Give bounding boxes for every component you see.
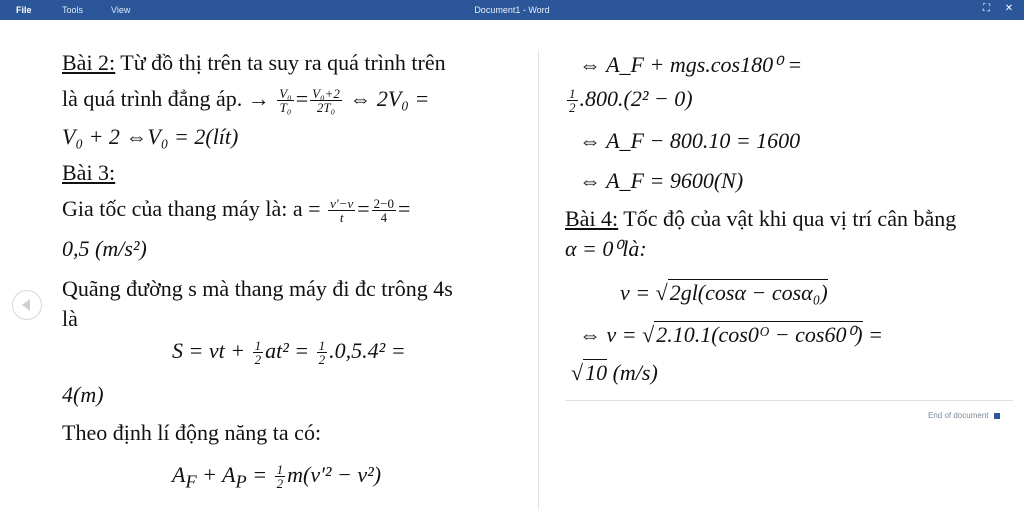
menu-view[interactable]: View [111, 5, 131, 15]
fraction-half-1: $\frac{1}{2}$ [254, 338, 262, 368]
fraction-v-diff: $\frac{v'-v}{t}$ [330, 196, 354, 226]
bai4-label: Bài 4: [565, 206, 619, 231]
column-separator [538, 50, 539, 510]
bai2-label: Bài 2: [62, 50, 116, 75]
bai2-line3: V₀ + 2 ⇔V₀ = 2(lít) [62, 124, 239, 149]
fraction-half-4: $\frac{1}{2}$ [569, 86, 576, 116]
end-marker-icon [994, 413, 1000, 419]
window-title: Document1 - Word [474, 5, 550, 15]
bai3-acceleration: Gia tốc của thang máy là: a = $\frac{v'-v}{t}$ = $\frac{2-0}{4}$ = [62, 196, 411, 226]
work-equation-3: ⇔ A_F = 9600(N) [579, 168, 744, 193]
bai2-text: Từ đồ thị trên ta suy ra quá trình trên [115, 50, 446, 75]
bai2-line2: là quá trình đẳng áp. → $\frac{\text{V₀}}{\text{T₀}}$ = $\frac{\text{V₀+2}}{\text{2T₀}}$ ⇔ 2V₀ = [62, 86, 430, 116]
menu-file[interactable]: File [16, 5, 32, 15]
title-bar [0, 0, 1024, 20]
bai4-line1 [565, 206, 956, 232]
distance-equation: S = vt + $\frac{1}{2}$ at² = $\frac{1}{2}$ .0,5.4² = [172, 338, 406, 368]
fraction-half-2: $\frac{1}{2}$ [318, 338, 326, 368]
bai4-text: Tốc độ của vật khi qua vị trí cân bằng [618, 206, 957, 231]
kinetic-theorem-text: Theo định lí động năng ta có: [62, 420, 322, 445]
acceleration-text: Gia tốc của thang máy là: a = [62, 196, 321, 221]
fraction-v0-t0: $\frac{\text{V₀}}{\text{T₀}}$ [279, 86, 292, 116]
close-icon[interactable]: ✕ [1004, 3, 1014, 14]
menu-tools[interactable]: Tools [62, 5, 84, 15]
isobaric-text: là quá trình đẳng áp. → [62, 86, 270, 111]
kinetic-theorem-equation: $A_F + A_P$ = $\frac{1}{2}$ m(v′² − v²) [172, 462, 382, 492]
velocity-result: √10 (m/s) [571, 360, 658, 385]
fraction-half-3: $\frac{1}{2}$ [276, 462, 284, 492]
work-equation-2: ⇔ A_F − 800.10 = 1600 [579, 128, 801, 153]
fit-page-icon[interactable]: ⛶ [982, 3, 990, 14]
distance-text-la: là [62, 306, 78, 331]
window-controls [971, 3, 1014, 14]
end-of-document-label: End of document [928, 411, 989, 420]
end-of-document [928, 411, 1000, 420]
bai3-label: Bài 3: [62, 160, 116, 185]
bai2-line1 [62, 50, 446, 76]
velocity-formula: v = √2gl(cosα − cosα₀) [620, 280, 828, 305]
fraction-v0plus2: $\frac{\text{V₀+2}}{\text{2T₀}}$ [312, 86, 340, 116]
fraction-2-0-4: $\frac{2-0}{4}$ [373, 196, 395, 226]
end-divider [565, 400, 1013, 401]
acceleration-value: 0,5 (m/s²) [62, 236, 147, 261]
distance-result: 4(m) [62, 382, 104, 407]
work-equation-1: ⇔ A_F + mgs.cos180⁰ = [579, 52, 803, 77]
work-equation-1-cont: $\frac{1}{2}$ .800.(2² − 0) [569, 86, 693, 116]
document-page [0, 20, 1024, 512]
bai4-line2: α = 0⁰là: [565, 236, 647, 261]
velocity-substitution: ⇔ v = √2.10.1(cos0ᴼ − cos60⁰) = [579, 322, 883, 347]
arrow-left-icon [22, 299, 30, 311]
previous-page-button[interactable] [12, 290, 42, 320]
equation-2v0: ⇔ 2V₀ = [349, 86, 430, 111]
distance-text: Quãng đường s mà thang máy đi đc trông 4s [62, 276, 453, 301]
